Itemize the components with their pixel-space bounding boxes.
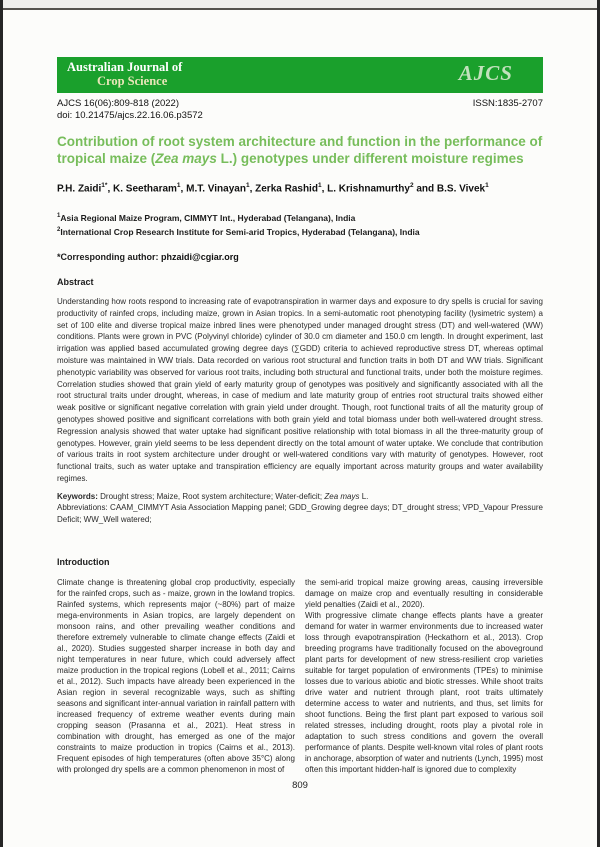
author-sep: and	[413, 183, 437, 195]
journal-name-line2: Crop Science	[97, 73, 168, 88]
scan-left-edge	[0, 0, 3, 847]
author-sup: 1*	[101, 182, 108, 189]
introduction-heading: Introduction	[57, 557, 110, 568]
author-sup: 1	[485, 182, 489, 189]
abstract-heading: Abstract	[57, 276, 94, 287]
doi-line: doi: 10.21475/ajcs.22.16.06.p3572	[57, 110, 203, 121]
issn-line: ISSN:1835-2707	[472, 98, 543, 109]
keywords-label: Keywords:	[57, 491, 98, 501]
scan-top-edge	[3, 8, 597, 10]
intro-left-column	[57, 577, 295, 775]
affiliation-line	[57, 225, 543, 238]
author-sep: ,	[107, 183, 113, 195]
abbreviations-label: Abbreviations:	[57, 503, 108, 513]
corresponding-email-link[interactable]: phzaidi@cgiar.org	[161, 251, 239, 262]
affiliation-sup: 1	[57, 213, 61, 220]
author-sep: ,	[180, 183, 187, 195]
page-content	[57, 57, 543, 775]
author-sup: 1	[317, 182, 322, 189]
affiliations	[57, 211, 543, 238]
corresponding-author-line	[57, 252, 543, 262]
author-name: M.T. Vinayan	[186, 183, 246, 195]
title-species-italic: Zea mays	[155, 151, 217, 166]
author-name: L. Krishnamurthy	[327, 183, 410, 195]
author-sup: 1	[176, 182, 181, 189]
journal-band	[57, 57, 543, 93]
author-name: K. Seetharam	[113, 183, 177, 195]
corresponding-label: *Corresponding author:	[57, 251, 161, 262]
journal-name-line1: Australian Journal of	[67, 60, 183, 74]
author-sep: ,	[249, 183, 256, 195]
keywords-post: L.	[359, 491, 369, 501]
intro-paragraph: With progressive climate change effects plants have a greater demand for water in warmer environments due to increased water loss through evapotranspiration (Heckathorn et al., 2013). Crop breeding programs have traditionally focused on the aboveground plant parts for development of new stress-resilient crop varieties suitable for target population of environments (TPEs) to minimise losses due to various abiotic and biotic stresses. While shoot traits drive water and nutrient through plant, root traits ultimately determine access to water and nutrients, and thus, set limits for shoot functions. Being the first plant part exposed to various soil related stresses, including drought, roots play a pivotal role in adaptation to such stress conditions and govern the overall performance of plants. Despite well-known vital roles of plant roots in anchorage, absorption of water and nutrients (Lynch, 1995) most often this important hidden-half is ignored due to complexity	[305, 611, 543, 775]
affiliation-line	[57, 211, 543, 224]
abbreviations-text: CAAM_CIMMYT Asia Association Mapping panel; GDD_Growing degree days; DT_drought stress; VPD_Vapour Pressure Deficit; WW_Well watered;	[57, 503, 543, 524]
keywords-pre: Drought stress; Maize, Root system architecture; Water-deficit;	[97, 491, 325, 501]
author-sup: 1	[245, 182, 250, 189]
keywords-species-italic: Zea mays	[324, 491, 360, 501]
keywords-line	[57, 491, 543, 503]
publication-info	[57, 98, 543, 122]
author-name: B.S. Vivek	[436, 183, 486, 195]
author-sup: 2	[409, 182, 414, 189]
authors-line	[57, 182, 543, 194]
intro-paragraph: Climate change is threatening global crop productivity, especially for the rainfed crops, such as - maize, grown in the lowland tropics. Rainfed systems, which represents major (~80%) part of maize mega-environments in Asian tropics, are largely dependent on monsoon rains, and other prevailing weather conditions and therefore extremely vulnerable to climate change effects (Zaidi et al., 2020). Studies suggested sharper increase in both day and night temperatures in near future, which could adversely affect maize production in the tropical regions (Lobell et al., 2011; Cairns et al., 2012). Such impacts have already been experienced in the Asian region in several recognizable ways, such as shifting seasons and significant inter-annual variation in rainfall pattern with increased frequency of extreme weather events during main cropping season (Prasanna et al., 2021). Heat stress in combination with drought, has emerged as one of the major constraints to maize production in tropics (Cairns et al., 2013). Frequent episodes of high temperatures (often above 35°C) along with prolonged dry spells are a common phenomenon in most of	[57, 578, 295, 775]
page-number: 809	[292, 780, 308, 791]
intro-right-column	[305, 577, 543, 775]
article-title	[57, 133, 543, 167]
title-post: L.) genotypes under different moisture regimes	[216, 151, 524, 166]
scan-top-gap	[3, 0, 597, 8]
affiliation-text: Asia Regional Maize Program, CIMMYT Int., Hyderabad (Telangana), India	[60, 213, 356, 224]
citation-line: AJCS 16(06):809-818 (2022)	[57, 98, 179, 109]
ajcs-logo: AJCS	[458, 61, 513, 85]
author-name: Zerka Rashid	[255, 183, 318, 195]
affiliation-text: International Crop Research Institute for Semi-arid Tropics, Hyderabad (Telangana), India	[60, 226, 420, 237]
title-pre: Contribution of root system architecture and function in the performance of tropical maize (	[57, 134, 543, 166]
citation-doi-block	[57, 98, 203, 122]
affiliation-sup: 2	[57, 226, 61, 233]
author-sep: ,	[321, 183, 328, 195]
introduction-columns	[57, 577, 543, 775]
abbreviations-line	[57, 502, 543, 525]
author-name: P.H. Zaidi	[57, 183, 102, 195]
intro-paragraph: the semi-arid tropical maize growing areas, causing irreversible damage on maize crop and eventually resulting in considerable yield penalties (Zaidi et al., 2020).	[305, 578, 543, 610]
abstract-text: Understanding how roots respond to increasing rate of evapotranspiration in warmer days and exposure to dry spells is crucial for saving productivity of rainfed crops, including maize, grown in Asian tropics. In a semi-automatic root phenotyping facility (lysimetric system) a set of 100 elite and diverse tropical maize inbred lines were phenotyped under managed drought stress (DT) and well-watered (WW) conditions. Plants were grown in PVC (Polyvinyl chloride) cylinder of 30.0 cm diameter and 150.0 cm length. In drought experiment, last irrigation was applied based accumulated growing degree days (∑GDD) criteria to achieved reproductive stress DT, whereas optimal moisture was maintained in WW trials. Data recorded on various root structural and function traits in both DT and WW trials. Significant phenotypic variability was observed for various root traits, including both structural and functional traits, under both the moisture regimes. Correlation studies showed that grain yield of early maturity group of genotypes was positively and significantly associated with all the root structural traits under drought, whereas, in case of medium and late maturity group of entries root structural traits showed either weak positive or significant negative correlation with grain yield under drought. Though, root functional traits of all the maturity group of genotypes showed positive and significant correlations with both grain yield and total biomass under both well-watered drought stress. Regression analysis showed that water uptake had significant positive relationship with total biomass in all the three-maturity group of genotypes. However, grain yield seems to be less dependent directly on the total amount of water uptake. We conclude that contribution of various traits in root system architecture under drought or well-watered conditions vary with maturity of genotypes. However, root functional traits, such as water uptake and transpiration efficiency are equally important across maturity groups and water availability regimes.	[57, 296, 543, 483]
